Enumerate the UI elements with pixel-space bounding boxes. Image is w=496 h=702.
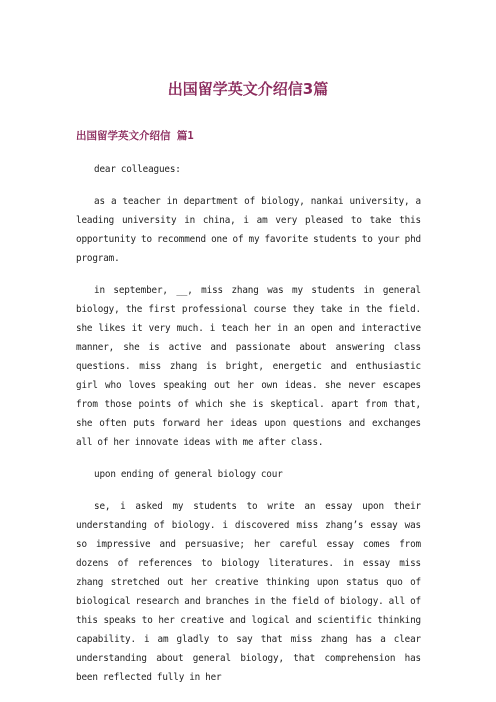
paragraph-salutation: dear colleagues: bbox=[94, 164, 181, 175]
document-body bbox=[76, 160, 421, 700]
section-heading: 出国留学英文介绍信 篇1 bbox=[76, 130, 194, 142]
paragraph-essay: se, i asked my students to write an essay upon their understanding of biology. i discovered miss zhang’s essay was so impressive and persuasive; her careful essay comes from dozens of references to biology literatures. in essay miss zhang stretched out her creative thinking upon status quo of biological research and branches in the field of biology. all of this speaks to her creative and logical and scientific thinking capability. i am gladly to say that miss zhang has a clear understanding about general biology, that comprehension has been reflected fully in her bbox=[76, 501, 421, 683]
document-title: 出国留学英文介绍信3篇 bbox=[167, 80, 329, 98]
paragraph-course: in september, __, miss zhang was my students in general biology, the first professional course they take in the field. she likes it very much. i teach her in an open and interactive manner, she is active and passionate about answering class questions. miss zhang is bright, energetic and enthusiastic girl who loves speaking out her own ideas. she never escapes from those points of which she is skeptical. apart from that, she often puts forward her ideas upon questions and exchanges all of her innovate ideas with me after class. bbox=[76, 285, 421, 448]
paragraph-intro: as a teacher in department of biology, nankai university, a leading university in china, i am very pleased to take this opportunity to recommend one of my favorite students to your phd program. bbox=[76, 196, 421, 264]
paragraph-fragment: upon ending of general biology cour bbox=[94, 469, 283, 480]
